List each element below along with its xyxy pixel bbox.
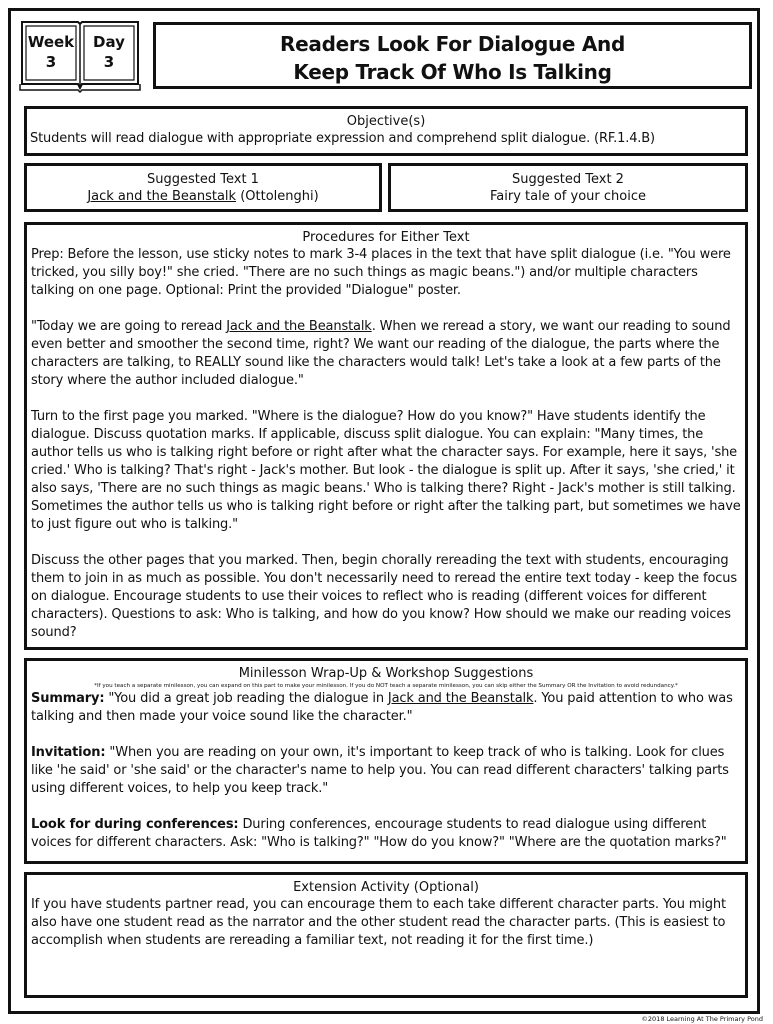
- suggested-text-2-body: Fairy tale of your choice: [490, 189, 646, 204]
- procedures-prep: Prep: Before the lesson, use sticky notes to mark 3-4 places in the text that have split dialogue (i.e. "You were tricked, you silly boy!" she cried. "There are no such things as magic beans.") and/or multiple characters talking on one page. Optional: Print the provided "Dialogue" poster.: [31, 247, 731, 298]
- procedures-intro: [31, 318, 741, 390]
- title-line-2: Keep Track Of Who Is Talking: [293, 60, 612, 84]
- conferences-text: During conferences, encourage students to read dialogue using different voices for different characters. Ask: "Who is talking?" "How do you know?" "Where are the quotation marks?": [31, 817, 727, 850]
- suggested-text-1-body: [27, 188, 379, 205]
- summary-text-end: . You paid attention to who was talking and then made your voice sound like the character.": [31, 691, 733, 724]
- summary-label: Summary:: [31, 691, 105, 706]
- week-label: Week: [27, 33, 75, 51]
- intro-text-end: . When we reread a story, we want our reading to sound even better and smoother the second time, right? We want our reading of the dialogue, the parts where the characters are talking, to REALLY sound like the characters would talk! Let's take a look at a few parts of the story where the author included dialogue.": [31, 319, 731, 388]
- extension-text: If you have students partner read, you can encourage them to each take different character parts. You might also have one student read as the narrator and the other student read the character parts. (This is easiest to accomplish when students are rereading a familiar text, not reading it for the first time.): [31, 897, 726, 948]
- suggested-text-1-section: [24, 163, 382, 212]
- conferences-label: Look for during conferences:: [31, 817, 239, 832]
- page-title: [156, 30, 749, 86]
- day-label: Day: [93, 33, 125, 51]
- objective-text: Students will read dialogue with appropriate expression and comprehend split dialogue. (RF.1.4.B): [30, 131, 655, 146]
- book-icon: [18, 18, 142, 93]
- day-number: 3: [103, 53, 115, 71]
- procedures-section: [24, 222, 748, 650]
- wrapup-heading: Minilesson Wrap-Up & Workshop Suggestions: [238, 666, 534, 681]
- wrapup-summary: [31, 690, 741, 726]
- intro-book-title: Jack and the Beanstalk: [226, 319, 372, 334]
- title-box: [153, 22, 752, 89]
- suggested-text-1-heading: Suggested Text 1: [147, 172, 259, 187]
- summary-text-start: "You did a great job reading the dialogue in: [104, 691, 388, 706]
- procedures-turn: Turn to the first page you marked. "Where is the dialogue? How do you know?" Have students identify the dialogue. Discuss quotation marks. If applicable, discuss split dialogue. You can explain: "Many times, the author tells us who is talking right before or right after what the character says. For example, here it says, 'she cried.' Who is talking? That's right - Jack's mother. But look - the dialogue is split up. After it says, 'she cried,' it also says, 'There are no such things as magic beans.' Who is talking there? Right - Jack's mother is still talking. Sometimes the author tells us who is talking right before or right after the talking part, but sometimes we have to just figure out who is talking.": [31, 409, 741, 532]
- extension-heading: Extension Activity (Optional): [293, 880, 479, 895]
- summary-book-title: Jack and the Beanstalk: [387, 691, 534, 706]
- objective-heading: Objective(s): [346, 114, 426, 129]
- suggested-text-1-title: Jack and the Beanstalk: [87, 189, 237, 204]
- wrapup-conferences: [31, 816, 741, 852]
- suggested-text-2-heading: Suggested Text 2: [512, 172, 624, 187]
- suggested-text-2-section: [388, 163, 748, 212]
- invitation-text: "When you are reading on your own, it's important to keep track of who is talking. Look for clues like 'he said' or 'she said' or the character's name to help you. You can read different characters' talking parts using different voices, to help you keep track.": [31, 745, 729, 796]
- title-line-1: Readers Look For Dialogue And: [280, 32, 625, 56]
- invitation-label: Invitation:: [31, 745, 106, 760]
- procedures-heading: Procedures for Either Text: [302, 230, 470, 245]
- week-number: 3: [45, 53, 57, 71]
- procedures-discuss: Discuss the other pages that you marked. Then, begin chorally rereading the text with students, encouraging them to join in as much as possible. You don't necessarily need to reread the entire text today - keep the focus on dialogue. Encourage students to use their voices to reflect who is reading (different voices for different characters). Questions to ask: Who is talking, and how do you know? How should we make our reading voices sound?: [31, 553, 737, 640]
- intro-text-start: "Today we are going to reread: [31, 319, 227, 334]
- objective-section: [24, 106, 748, 156]
- extension-section: [24, 872, 748, 998]
- suggested-text-1-author: (Ottolenghi): [236, 189, 319, 204]
- wrapup-section: [24, 658, 748, 864]
- wrapup-note: *If you teach a separate minilesson, you can expand on this part to make your minilesson. If you do NOT teach a separate minilesson, you can skip either the Summary OR the Invitation to avoid redundancy.*: [94, 683, 678, 689]
- wrapup-invitation: [31, 744, 741, 798]
- copyright-footer: ©2018 Learning At The Primary Pond: [641, 1015, 763, 1023]
